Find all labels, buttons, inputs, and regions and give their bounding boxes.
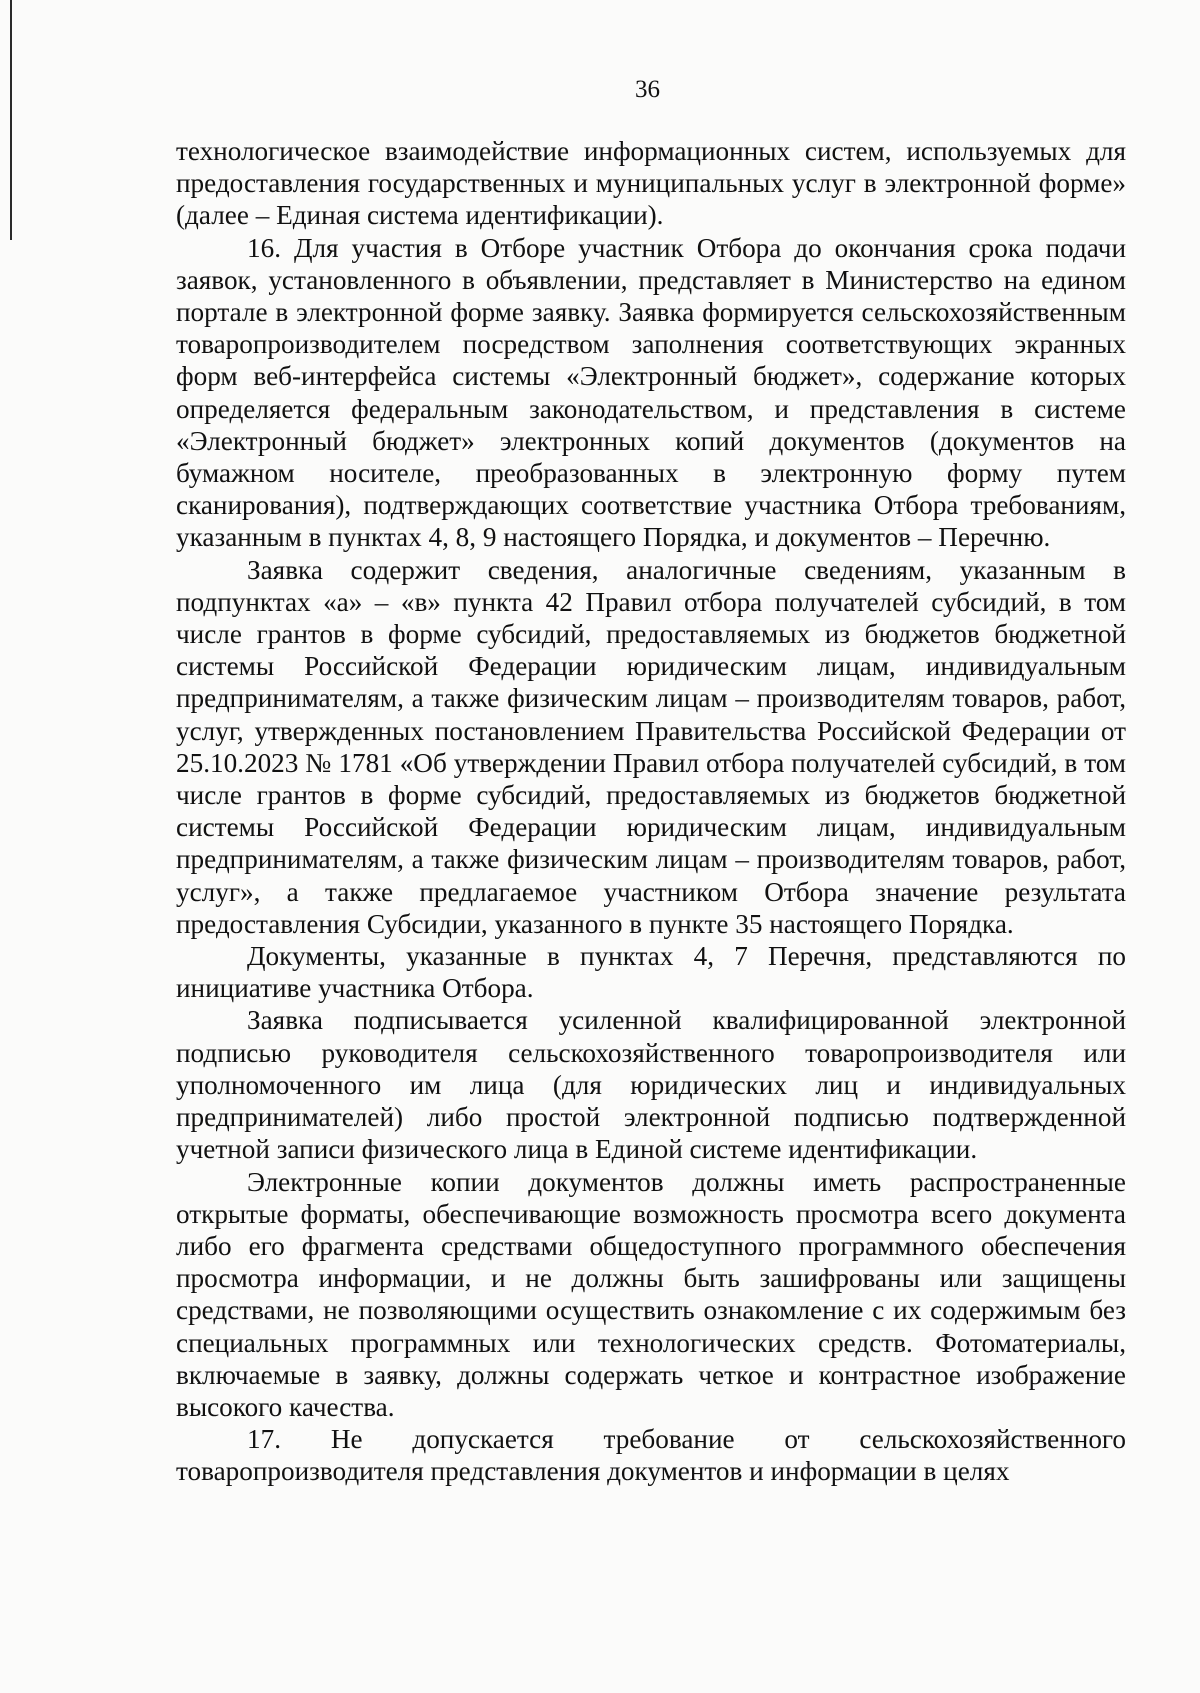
paragraph-documents-initiative: Документы, указанные в пунктах 4, 7 Перечня, представляются по инициативе участника Отбора. — [176, 941, 1126, 1004]
paragraph-application-contents: Заявка содержит сведения, аналогичные сведениям, указанным в подпунктах «а» – «в» пункта 42 Правил отбора получателей субсидий, в том числе грантов в форме субсидий, предоставляемых из бюджетов бюджетной системы Российской Федерации юридическим лицам, индивидуальным предпринимателям, а также физическим лицам – производителям товаров, работ, услуг, утвержденных постановлением Правительства Российской Федерации от 25.10.2023 № 1781 «Об утверждении Правил отбора получателей субсидий, в том числе грантов в форме субсидий, предоставляемых из бюджетов бюджетной системы Российской Федерации юридическим лицам, индивидуальным предпринимателям, а также физическим лицам – производителям товаров, работ, услуг», а также предлагаемое участником Отбора значение результата предоставления Субсидии, указанного в пункте 35 настоящего Порядка. — [176, 554, 1126, 939]
paragraph-signature: Заявка подписывается усиленной квалифицированной электронной подписью руководителя сельскохозяйственного товаропроизводителя или уполномоченного им лица (для юридических лиц и индивидуальных предпринимателей) либо простой электронной подписью подтвержденной учетной записи физического лица в Единой системе идентификации. — [176, 1005, 1126, 1165]
paragraph-electronic-copies: Электронные копии документов должны иметь распространенные открытые форматы, обеспечивающие возможность просмотра всего документа либо его фрагмента средствами общедоступного программного обеспечения просмотра информации, и не должны быть зашифрованы или защищены средствами, не позволяющими осуществить ознакомление с их содержимым без специальных программных или технологических средств. Фотоматериалы, включаемые в заявку, должны содержать четкое и контрастное изображение высокого качества. — [176, 1166, 1126, 1422]
scan-edge-line — [10, 0, 12, 240]
document-body — [176, 135, 1126, 1488]
page-number: 36 — [635, 76, 660, 103]
paragraph-item-16: 16. Для участия в Отборе участник Отбора до окончания срока подачи заявок, установленного в объявлении, представляет в Министерство на едином портале в электронной форме заявку. Заявка формируется сельскохозяйственным товаропроизводителем посредством заполнения соответствующих экранных форм веб-интерфейса системы «Электронный бюджет», содержание которых определяется федеральным законодательством, и представления в системе «Электронный бюджет» электронных копий документов (документов на бумажном носителе, преобразованных в электронную форму путем сканирования), подтверждающих соответствие участника Отбора требованиям, указанным в пунктах 4, 8, 9 настоящего Порядка, и документов – Перечню. — [176, 232, 1126, 553]
paragraph-continuation: технологическое взаимодействие информационных систем, используемых для предоставления государственных и муниципальных услуг в электронной форме» (далее – Единая система идентификации). — [176, 136, 1126, 231]
paragraph-item-17: 17. Не допускается требование от сельскохозяйственного товаропроизводителя представления документов и информации в целях — [176, 1424, 1126, 1487]
